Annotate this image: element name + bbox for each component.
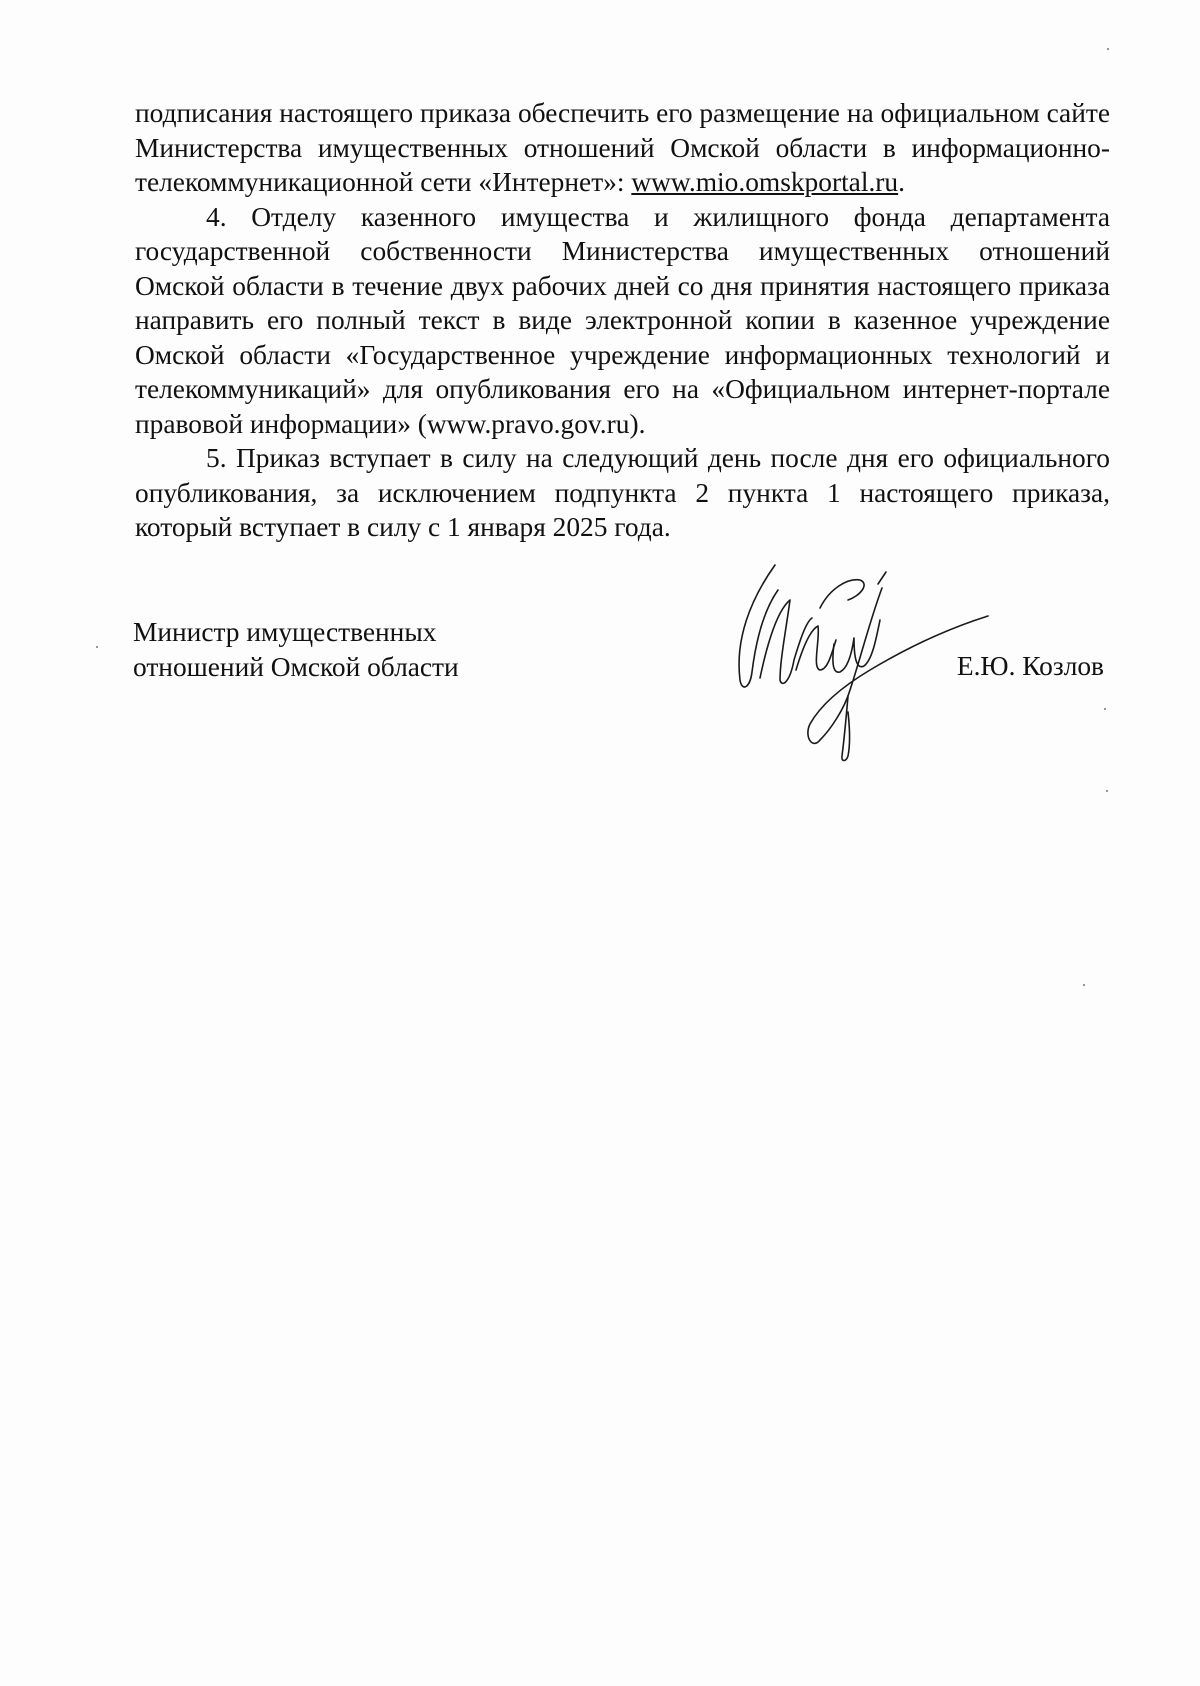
scan-speck — [96, 646, 98, 648]
paragraph-3-text: подписания настоящего приказа обеспечить его размещение на официальном сайте Министерства имущественных отношений Омской области в информационно-телекоммуникационной сети «Интернет»: — [135, 98, 1110, 197]
scan-speck — [1107, 48, 1109, 50]
paragraph-4: 4. Отделу казенного имущества и жилищного фонда департамента государственной собственности Министерства имущественных отношений Омской области в течение двух рабочих дней со дня принятия настоящего приказа направить его полный текст в виде электронной копии в казенное учреждение Омской области «Государственное учреждение информационных технологий и телекоммуникаций» для опубликования его на «Официальном интернет-портале правовой информации» (www.pravo.gov.ru). — [135, 201, 1110, 439]
paragraph-3-continuation — [135, 96, 1110, 200]
portal-link[interactable]: www.mio.omskportal.ru — [631, 167, 899, 197]
paragraph-5: 5. Приказ вступает в силу на следующий день после дня его официального опубликования, за исключением подпункта 2 пункта 1 настоящего приказа, который вступает в силу с 1 января 2025 года. — [135, 443, 1110, 542]
scan-speck — [1106, 790, 1108, 792]
signer-title-line-2: отношений Омской области — [133, 651, 459, 682]
paragraph-3-end: . — [898, 167, 905, 197]
signer-title — [133, 615, 459, 684]
signer-title-line-1: Министр имущественных — [133, 617, 437, 647]
document-body — [135, 96, 1110, 545]
signer-name: Е.Ю. Козлов — [956, 651, 1104, 681]
scan-speck — [1104, 708, 1106, 710]
scan-speck — [1083, 984, 1085, 986]
